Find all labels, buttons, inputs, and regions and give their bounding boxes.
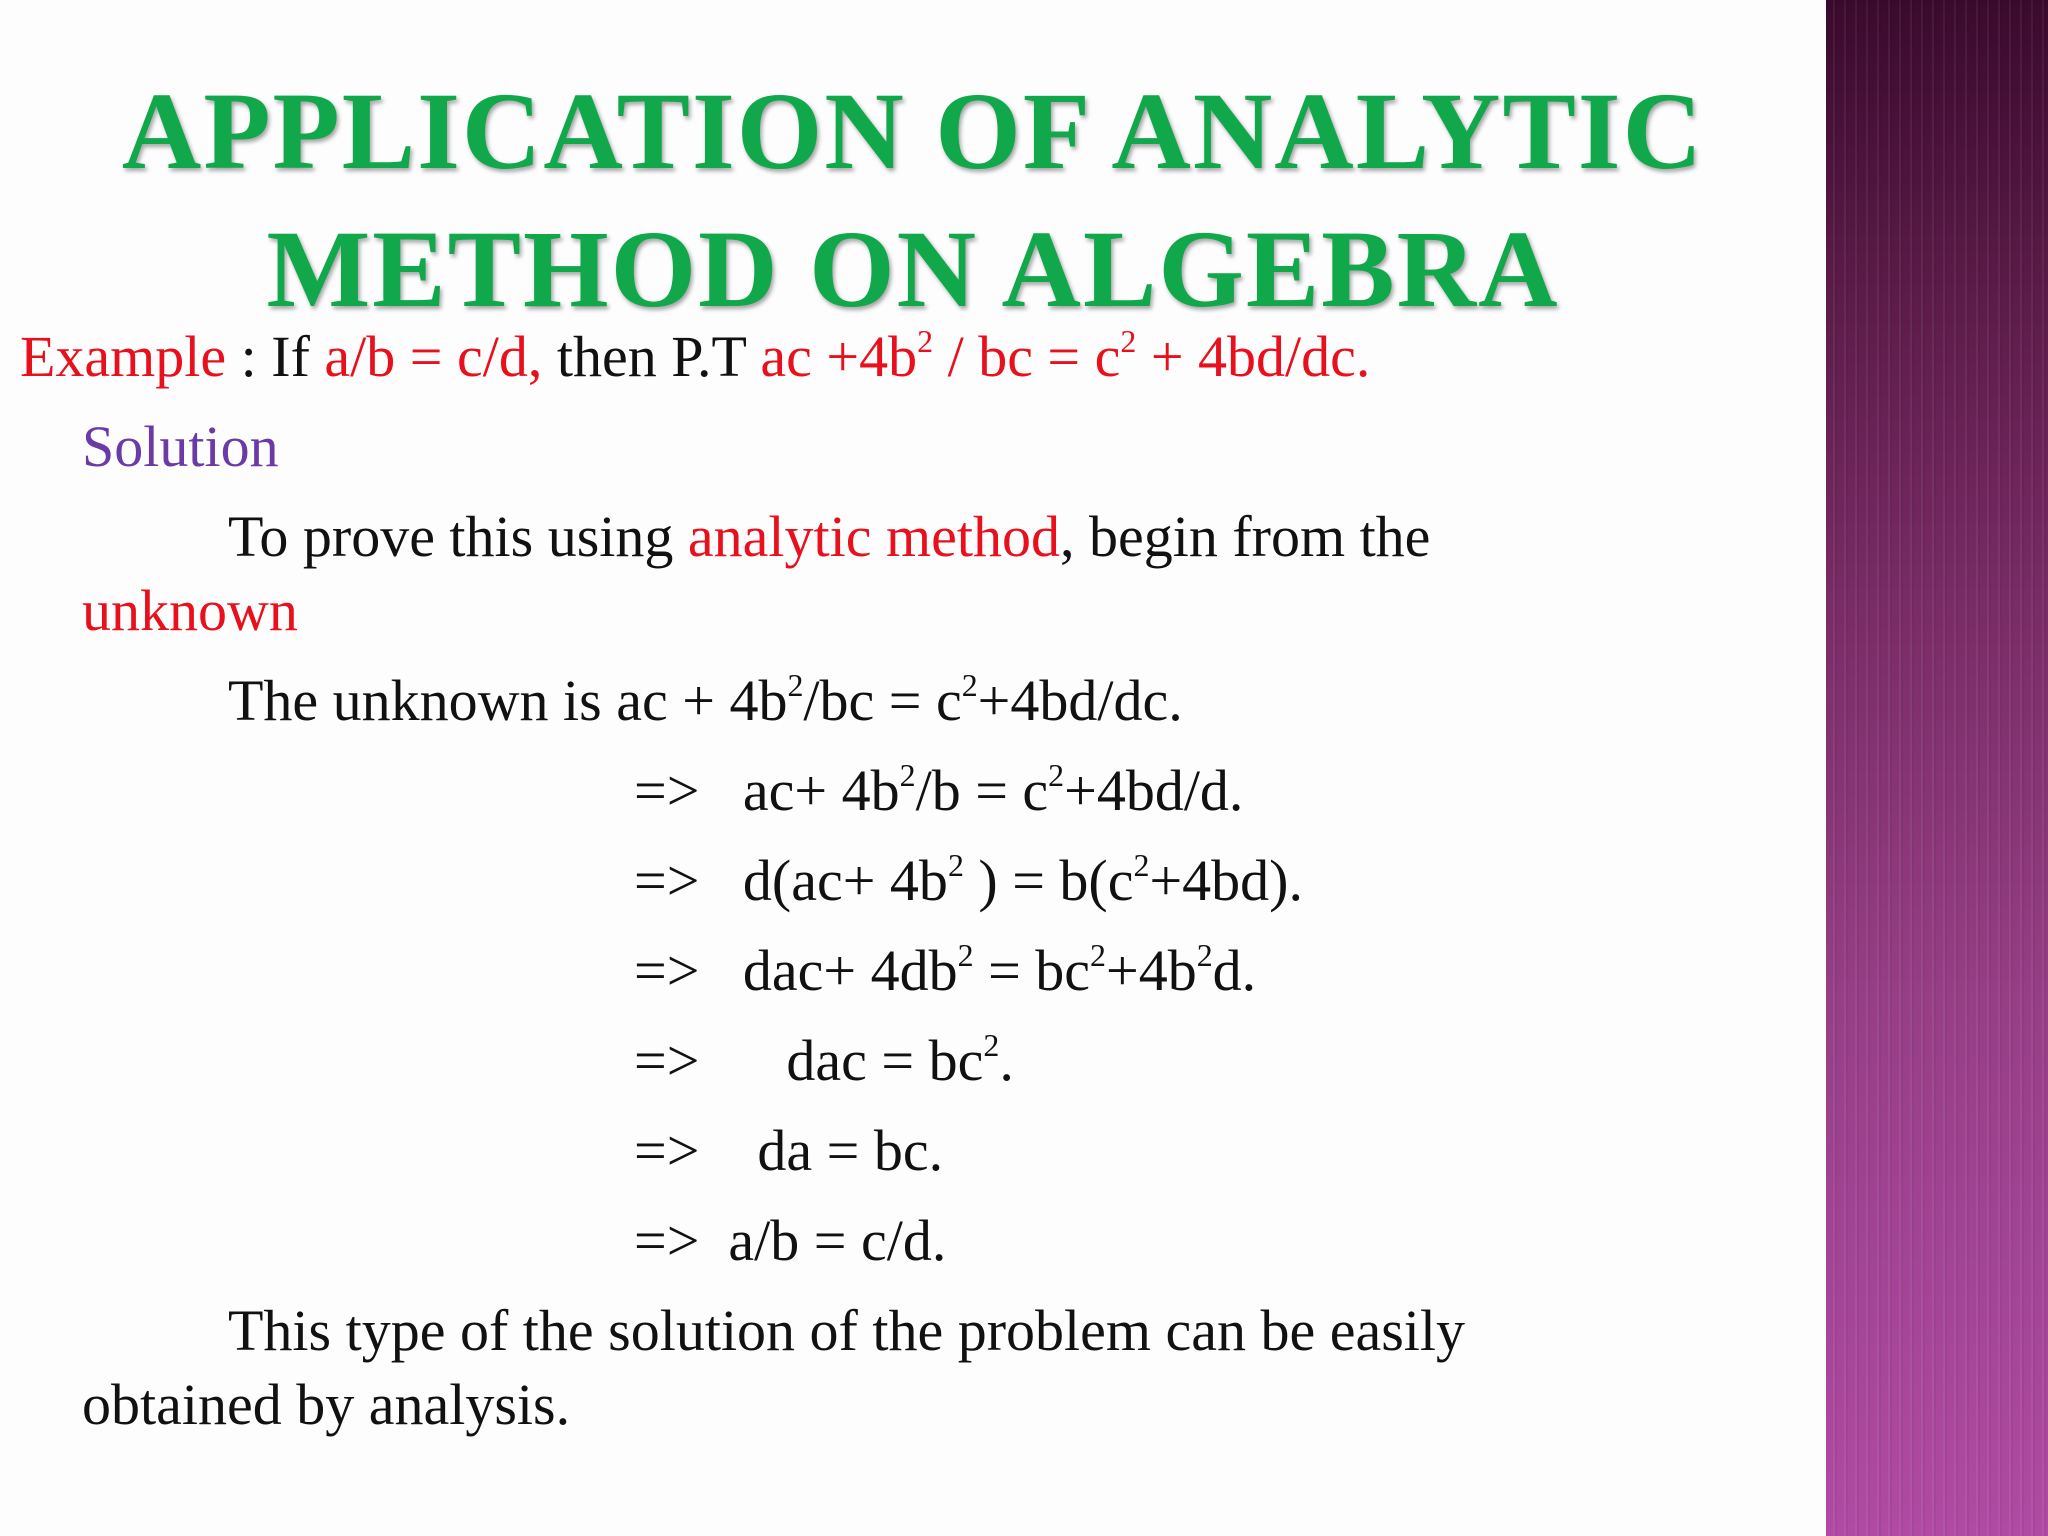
- step-4: => dac = $bc^2$.: [634, 1028, 1014, 1093]
- intro-line: To prove this using analytic method, begin from the: [228, 504, 1431, 569]
- solution-heading: Solution: [82, 414, 279, 479]
- decorative-sidebar: [1826, 0, 2048, 1536]
- step-5: => da = bc.: [634, 1118, 944, 1183]
- example-given: a/b = c/d,: [324, 324, 543, 389]
- sidebar-stripes: [1826, 0, 2048, 1536]
- example-then: then P.T: [542, 324, 761, 389]
- example-label: Example: [20, 324, 227, 389]
- step-1: => $ac+ 4b^2/b = c^2+4bd/d$.: [634, 758, 1244, 823]
- example-if: : If: [226, 324, 325, 389]
- title-line-1: APPLICATION OF ANALYTIC: [121, 70, 1705, 192]
- example-prove-expression: ac $+4b^2$ / bc = $c^2 + 4bd/dc$.: [760, 324, 1371, 389]
- step-6: => a/b = c/d.: [634, 1208, 947, 1273]
- intro-unknown: unknown: [82, 578, 298, 643]
- step-2: => $d(ac+ 4b^2$ ) = $b(c^2+4bd)$.: [634, 848, 1303, 913]
- step-3: => $dac+ 4db^2 = bc^2+4b^2d$.: [634, 938, 1257, 1003]
- unknown-statement: The unknown is ac + $4b^2/bc = c^2+4bd/dc$.: [228, 668, 1183, 733]
- title-line-2: METHOD ON ALGEBRA: [266, 208, 1560, 330]
- conclusion-line-2: obtained by analysis.: [82, 1372, 571, 1437]
- conclusion-line-1: This type of the solution of the problem can be easily: [228, 1298, 1466, 1363]
- example-line: [20, 324, 1371, 389]
- analytic-method-text: analytic method: [687, 504, 1060, 569]
